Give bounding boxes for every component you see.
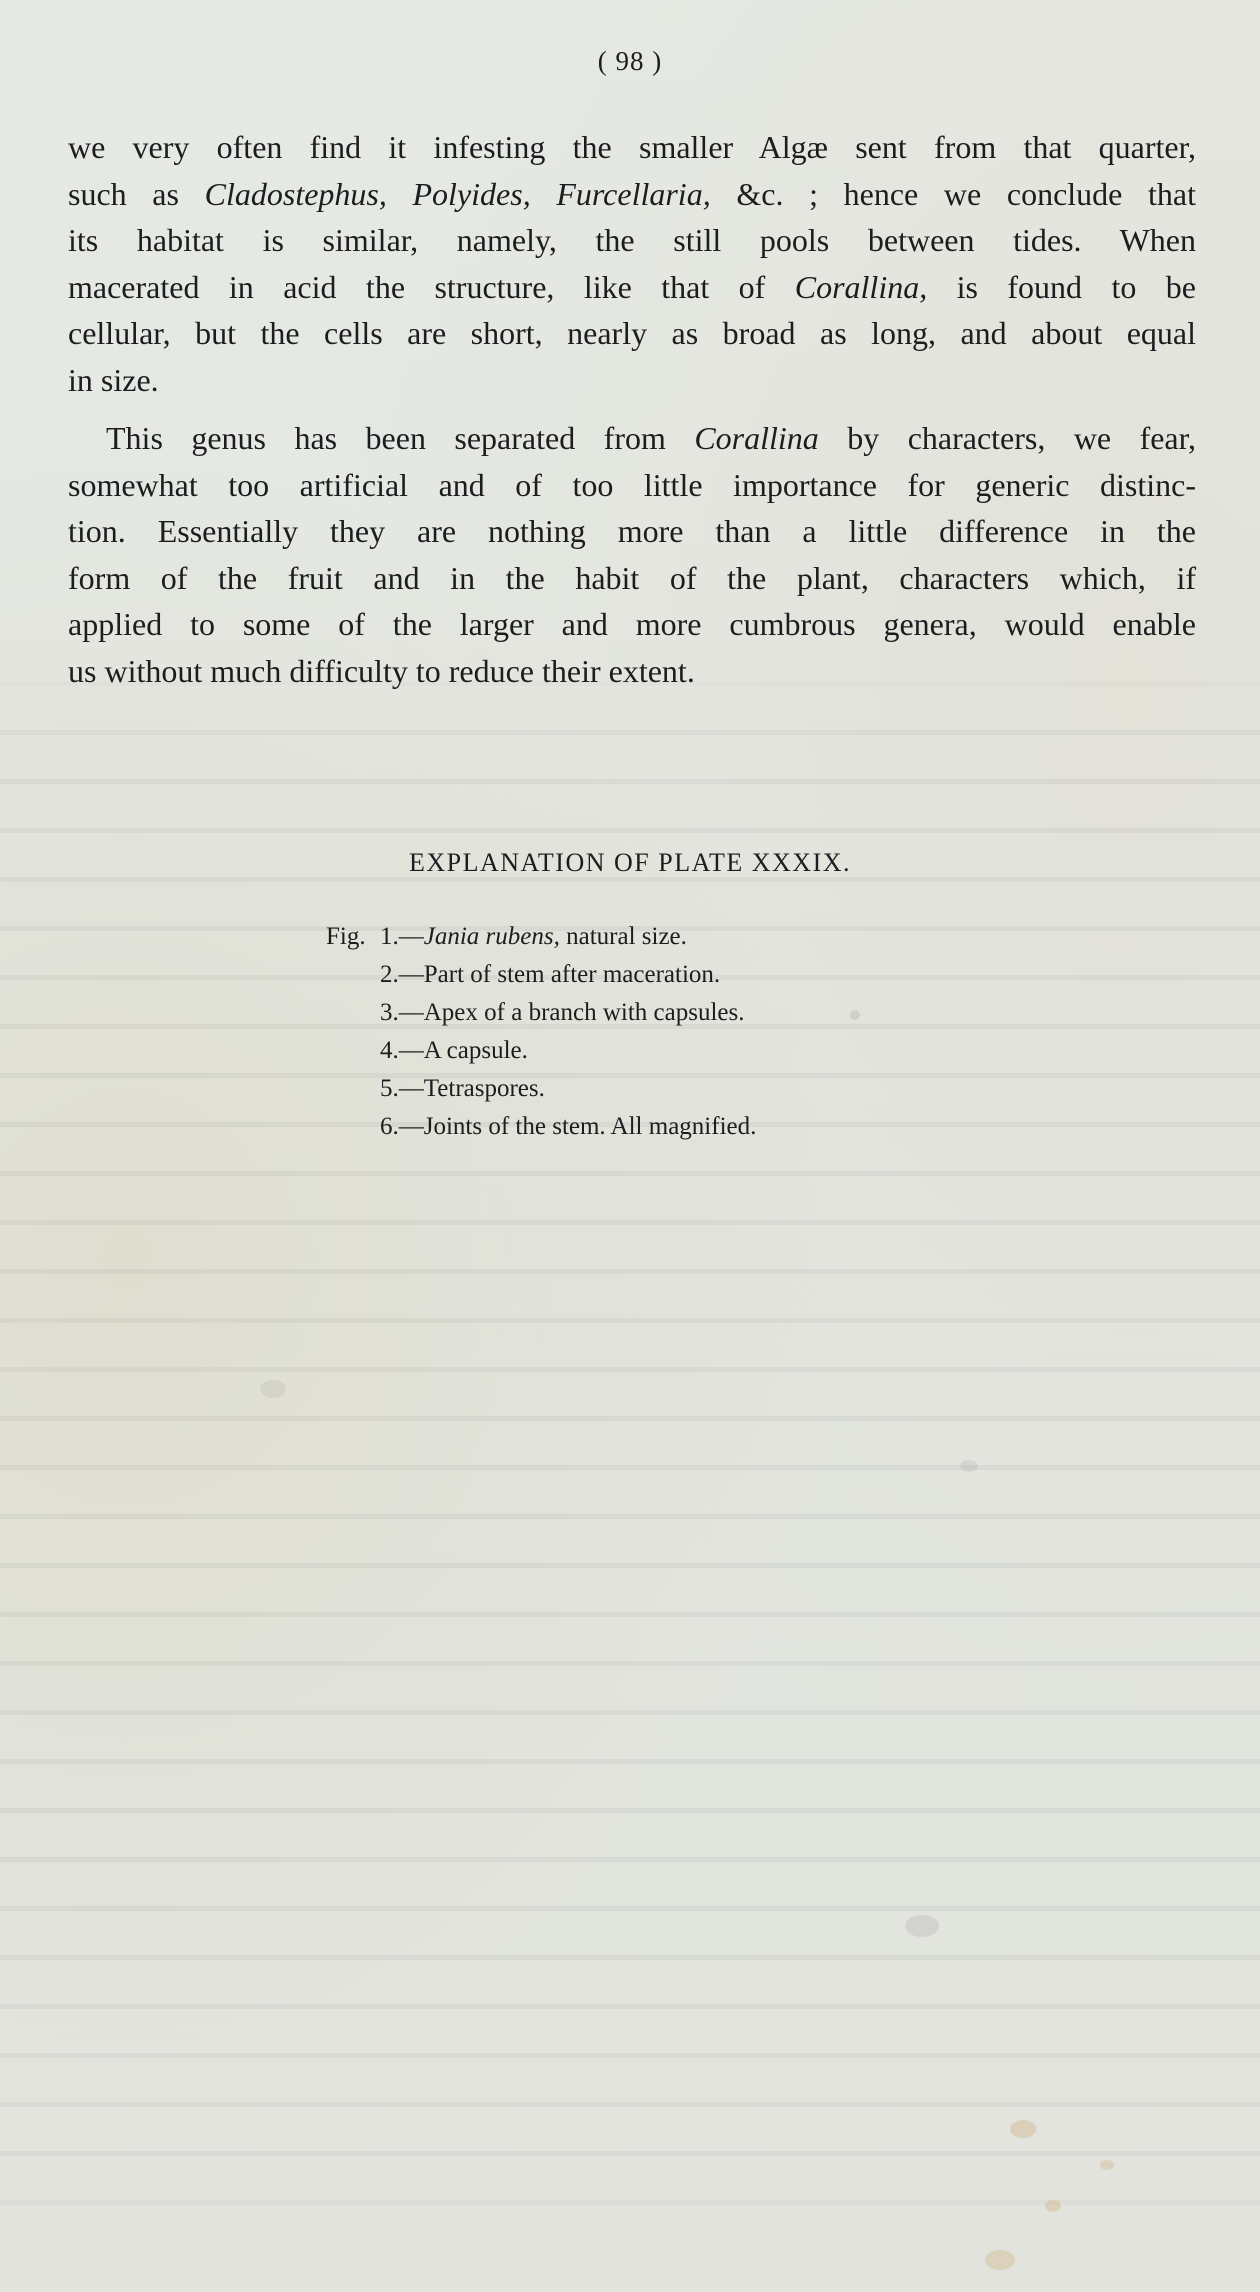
text-run: —Apex of a branch with capsules. <box>398 999 745 1026</box>
text-run: tion. Essentially they are nothing more than a little difference in the <box>68 513 1196 549</box>
text-run: —Part of stem after maceration. <box>398 961 721 988</box>
text-run: —Joints of the stem. All magnified. <box>398 1113 757 1140</box>
foxing-spot <box>905 1915 939 1937</box>
figure-number: 5. <box>380 1075 399 1102</box>
figure-caption <box>326 1070 756 1108</box>
text-run: is found to be <box>927 268 1197 305</box>
figure-number: 3. <box>380 999 399 1026</box>
italic-text: Corallina, <box>794 268 928 305</box>
plate-title: EXPLANATION OF PLATE XXXIX. <box>408 848 852 877</box>
text-run: us without much difficulty to reduce their extent. <box>68 652 695 689</box>
figure-caption <box>326 1032 756 1070</box>
foxing-spot <box>960 1460 978 1472</box>
figure-prefix <box>326 1070 380 1108</box>
figure-caption <box>326 994 756 1032</box>
page-number: ( 98 ) <box>597 46 663 76</box>
body-text <box>68 124 1196 694</box>
text-run: cellular, but the cells are short, nearly as broad as long, and about equal <box>68 315 1196 351</box>
text-line <box>68 124 1196 171</box>
paragraph-2 <box>68 415 1196 694</box>
figure-caption <box>326 956 756 994</box>
text-run: &c. ; hence we conclude that <box>710 175 1197 212</box>
italic-text: Corallina <box>694 420 819 456</box>
text-run: macerated in acid the structure, like that of <box>68 268 795 305</box>
italic-text: Jania rubens, <box>423 923 560 950</box>
figure-number: 2. <box>380 961 399 988</box>
foxing-spot <box>260 1380 286 1398</box>
text-line <box>68 310 1196 357</box>
text-run: This genus has been separated from <box>106 420 695 456</box>
text-line <box>68 462 1196 509</box>
text-run: its habitat is similar, namely, the still pools between tides. When <box>68 222 1196 258</box>
paragraph-1 <box>68 124 1196 403</box>
italic-text: Cladostephus, Polyides, Furcellaria, <box>204 175 711 212</box>
plate-figure-list <box>326 918 756 1146</box>
foxing-spot <box>850 1010 860 1020</box>
figure-number: 4. <box>380 1037 399 1064</box>
figure-description <box>399 1032 528 1070</box>
text-line <box>68 415 1196 462</box>
text-run: —Tetraspores. <box>398 1075 545 1102</box>
text-line <box>68 601 1196 648</box>
text-run: natural size. <box>559 923 687 950</box>
figure-caption <box>326 918 756 956</box>
foxing-spot <box>1045 2200 1061 2212</box>
figure-number: 6. <box>380 1113 399 1140</box>
text-run: such as <box>68 175 205 212</box>
figure-prefix <box>326 956 380 994</box>
text-run: by characters, we fear, <box>818 420 1197 456</box>
text-line <box>68 217 1196 264</box>
foxing-spot <box>1010 2120 1036 2138</box>
text-run: form of the fruit and in the habit of the plant, characters which, if <box>68 559 1196 596</box>
text-line <box>68 357 1196 404</box>
figure-description <box>399 918 687 956</box>
text-run: — <box>398 923 424 950</box>
text-run: applied to some of the larger and more cumbrous genera, would enable <box>68 606 1196 642</box>
text-line <box>68 264 1196 311</box>
figure-description <box>399 994 745 1032</box>
figure-prefix <box>326 994 380 1032</box>
foxing-spot <box>985 2250 1015 2270</box>
figure-prefix <box>326 1032 380 1070</box>
text-run: —A capsule. <box>398 1037 528 1064</box>
text-run: we very often find it infesting the smaller Algæ sent from that quarter, <box>68 129 1196 165</box>
figure-prefix: Fig. <box>326 923 366 950</box>
text-line <box>68 508 1196 555</box>
text-line <box>68 171 1196 218</box>
figure-description <box>399 1108 757 1146</box>
text-run: somewhat too artificial and of too little importance for generic distinc- <box>68 466 1196 503</box>
figure-description <box>399 1070 545 1108</box>
foxing-spot <box>1100 2160 1114 2170</box>
figure-description <box>399 956 720 994</box>
figure-caption <box>326 1108 756 1146</box>
text-line <box>68 555 1196 602</box>
figure-prefix <box>326 1108 380 1146</box>
text-line <box>68 648 1196 695</box>
text-run: in size. <box>68 361 159 398</box>
figure-number: 1. <box>380 923 399 950</box>
